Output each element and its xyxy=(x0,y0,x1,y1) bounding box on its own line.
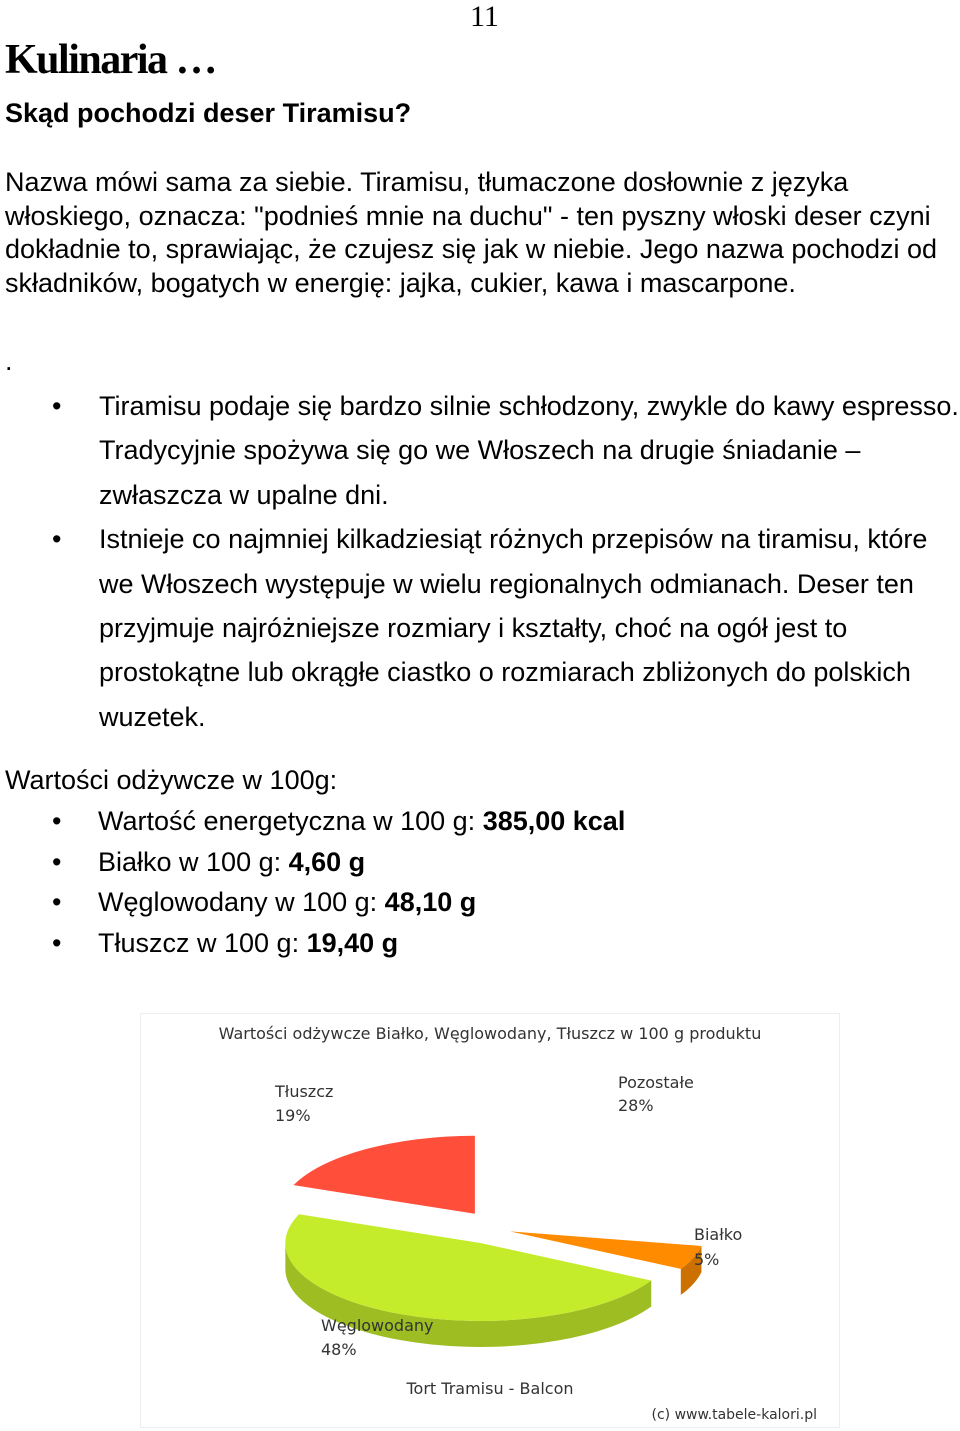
list-item xyxy=(0,384,960,517)
nutrition-pie-chart xyxy=(140,1013,840,1428)
list-item xyxy=(0,842,960,883)
chart-frame xyxy=(140,1013,840,1428)
article-title: Skąd pochodzi deser Tiramisu? xyxy=(5,98,412,128)
pie-chart-svg xyxy=(140,1013,840,1428)
intro-paragraph: Nazwa mówi sama za siebie. Tiramisu, tłumaczone dosłownie z języka włoskiego, oznacza: "podnieś mnie na duchu" - ten pyszny włoski deser czyni dokładnie to, sprawiając, że czujesz się jak w niebie. Jego nazwa pochodzi od składników, bogatych w energię: jajka, cukier, kawa i mascarpone. xyxy=(5,167,938,298)
dot-line: . xyxy=(5,346,13,376)
slice-name-label: Białko xyxy=(694,1225,743,1244)
nutrition-value: 385,00 kcal xyxy=(482,806,626,836)
list-item xyxy=(0,517,960,739)
nutrition-value: 4,60 g xyxy=(288,846,366,877)
chart-credit: (c) www.tabele-kalori.pl xyxy=(651,1407,817,1423)
slice-name-label: Tłuszcz xyxy=(275,1082,334,1101)
bullet-icon: • xyxy=(52,391,62,421)
fact-text: Istnieje co najmniej kilkadziesiąt różnych przepisów na tiramisu, które we Włoszech występuje w wielu regionalnych odmianach. Deser ten przyjmuje najróżniejsze rozmiary i kształty, choć na ogół jest to prostokątne lub okrągłe ciastko o rozmiarach zbliżonych do polskich wuzetek. xyxy=(99,524,928,732)
list-item xyxy=(0,923,960,964)
slice-value-label: 19% xyxy=(275,1106,311,1125)
nutrition-label: Tłuszcz w 100 g: xyxy=(98,927,307,958)
page-number: 11 xyxy=(470,0,499,33)
bullet-icon: • xyxy=(52,927,62,958)
nutrition-label: Białko w 100 g: xyxy=(98,846,289,877)
chart-subtitle: Tort Tramisu - Balcon xyxy=(406,1379,574,1398)
facts-list xyxy=(0,384,960,739)
fact-text: Tiramisu podaje się bardzo silnie schłodzony, zwykle do kawy espresso. Tradycyjnie spożywa się go we Włoszech na drugie śniadanie – zwłaszcza w upalne dni. xyxy=(99,391,959,510)
bullet-icon: • xyxy=(52,806,62,836)
nutrition-list xyxy=(0,801,960,963)
bullet-icon: • xyxy=(52,846,62,877)
slice-name-label: Węglowodany xyxy=(321,1316,434,1335)
nutrition-value: 48,10 g xyxy=(384,887,477,917)
bullet-icon: • xyxy=(52,887,62,917)
nutrition-heading: Wartości odżywcze w 100g: xyxy=(5,765,338,795)
nutrition-label: Węglowodany w 100 g: xyxy=(98,887,385,917)
nutrition-value: 19,40 g xyxy=(306,927,399,958)
section-title: Kulinaria … xyxy=(5,37,217,83)
chart-title: Wartości odżywcze Białko, Węglowodany, Tłuszcz w 100 g produktu xyxy=(218,1024,762,1043)
slice-value-label: 5% xyxy=(694,1250,720,1269)
slice-value-label: 28% xyxy=(618,1096,654,1115)
list-item xyxy=(0,801,960,842)
slice-name-label: Pozostałe xyxy=(618,1073,694,1092)
list-item xyxy=(0,882,960,923)
bullet-icon: • xyxy=(52,524,62,555)
nutrition-label: Wartość energetyczna w 100 g: xyxy=(98,806,483,836)
slice-value-label: 48% xyxy=(321,1340,357,1359)
